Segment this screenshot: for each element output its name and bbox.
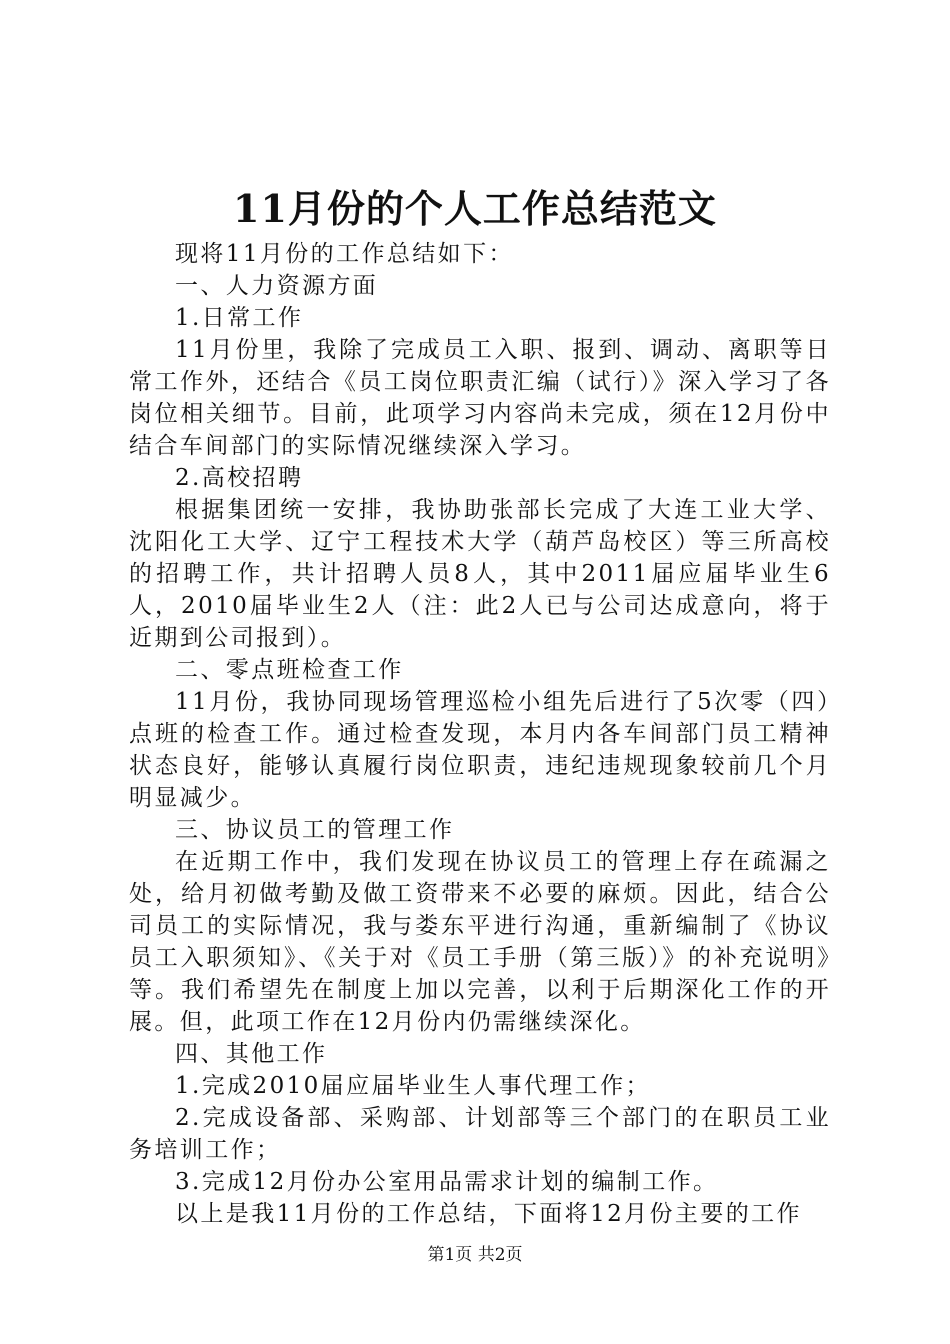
subheading-daily-work: 1.日常工作 — [175, 305, 304, 331]
heading-night-shift: 二、零点班检查工作 — [175, 657, 404, 683]
paragraph-daily-work: 11月份里，我除了完成员工入职、报到、调动、离职等日常工作外，还结合《员工岗位职责汇编（试行）》深入学习了各岗位相关细节。目前，此项学习内容尚未完成，须在12月份中结合车间部门的实际情况继续深入学习。 — [129, 337, 831, 459]
list-item-other-3: 3.完成12月份办公室用品需求计划的编制工作。 — [175, 1169, 719, 1195]
paragraph-contract-staff: 在近期工作中，我们发现在协议员工的管理上存在疏漏之处，给月初做考勤及做工资带来不必要的麻烦。因此，结合公司员工的实际情况，我与娄东平进行沟通，重新编制了《协议员工入职须知》、《关于对《员工手册（第三版）》的补充说明》等。我们希望先在制度上加以完善，以利于后期深化工作的开展。但，此项工作在12月份内仍需继续深化。 — [129, 849, 831, 1035]
page-footer: 第1页 共2页 — [427, 1245, 523, 1265]
heading-hr: 一、人力资源方面 — [175, 273, 379, 299]
paragraph-night-shift: 11月份，我协同现场管理巡检小组先后进行了5次零（四）点班的检查工作。通过检查发现，本月内各车间部门员工精神状态良好，能够认真履行岗位职责，违纪违规现象较前几个月明显减少。 — [129, 689, 831, 811]
heading-other-work: 四、其他工作 — [175, 1041, 328, 1067]
paragraph-closing: 以上是我11月份的工作总结，下面将12月份主要的工作 — [175, 1201, 802, 1227]
heading-contract-staff: 三、协议员工的管理工作 — [175, 817, 455, 843]
document-title: 11月份的个人工作总结范文 — [233, 186, 717, 231]
paragraph-intro: 现将11月份的工作总结如下： — [175, 241, 514, 267]
paragraph-campus-recruit: 根据集团统一安排，我协助张部长完成了大连工业大学、沈阳化工大学、辽宁工程技术大学（葫芦岛校区）等三所高校的招聘工作，共计招聘人员8人，其中2011届应届毕业生6人，2010届毕业生2人（注：此2人已与公司达成意向，将于近期到公司报到）。 — [129, 497, 831, 651]
subheading-campus-recruit: 2.高校招聘 — [175, 465, 304, 491]
document-body — [129, 238, 831, 1230]
list-item-other-2: 2.完成设备部、采购部、计划部等三个部门的在职员工业务培训工作； — [129, 1105, 831, 1163]
list-item-other-1: 1.完成2010届应届毕业生人事代理工作； — [175, 1073, 651, 1099]
